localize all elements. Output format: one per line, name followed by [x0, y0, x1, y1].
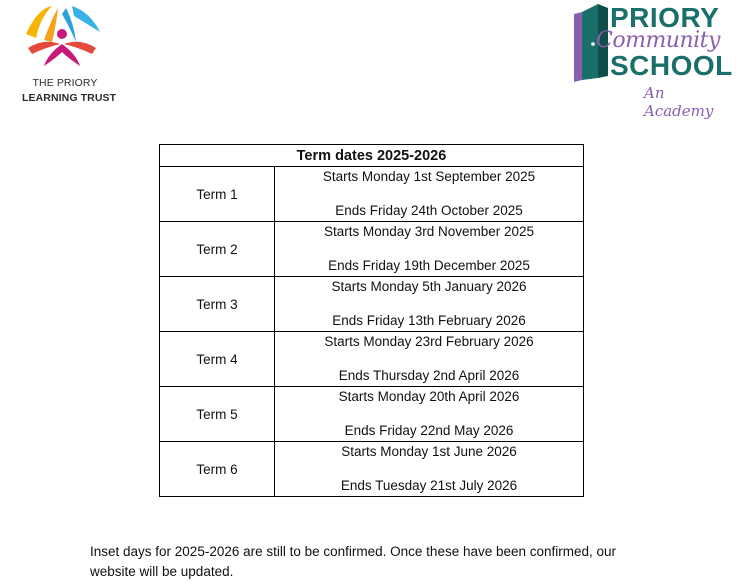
term-end: Ends Tuesday 21st July 2026 [340, 478, 518, 493]
term-end: Ends Thursday 2nd April 2026 [338, 368, 520, 383]
term-label: Term 5 [160, 387, 275, 442]
trust-figures-icon [14, 4, 110, 72]
term-start: Starts Monday 23rd February 2026 [324, 334, 534, 349]
term-start: Starts Monday 1st September 2025 [322, 169, 536, 184]
term-label: Term 4 [160, 332, 275, 387]
term-dates [275, 442, 584, 497]
term-dates [275, 332, 584, 387]
school-name-priory: PRIORY [610, 2, 720, 33]
school-tagline: An Academy [644, 84, 714, 120]
term-start: Starts Monday 1st June 2026 [341, 444, 517, 459]
term-label: Term 3 [160, 277, 275, 332]
trust-name-line1: THE PRIORY [32, 77, 98, 89]
term-dates-table [159, 144, 584, 497]
trust-name-line2: LEARNING TRUST [22, 92, 117, 104]
term-end: Ends Friday 13th February 2026 [332, 313, 526, 328]
term-start: Starts Monday 20th April 2026 [338, 389, 520, 404]
inset-days-note: Inset days for 2025-2026 are still to be confirmed. Once these have been confirmed, our website will be updated. [90, 543, 617, 579]
school-name-school: SCHOOL [610, 50, 733, 81]
term-label: Term 1 [160, 167, 275, 222]
term-dates [275, 387, 584, 442]
term-start: Starts Monday 5th January 2026 [331, 279, 527, 294]
table-row [160, 332, 584, 387]
term-start: Starts Monday 3rd November 2025 [323, 224, 535, 239]
school-name-community: Community [596, 28, 720, 53]
term-end: Ends Friday 24th October 2025 [335, 203, 523, 218]
table-row [160, 387, 584, 442]
term-label: Term 6 [160, 442, 275, 497]
term-dates [275, 222, 584, 277]
table-row [160, 167, 584, 222]
table-title: Term dates 2025-2026 [160, 145, 584, 167]
school-logo [572, 0, 737, 120]
trust-logo [10, 4, 120, 104]
table-row [160, 222, 584, 277]
term-end: Ends Friday 19th December 2025 [328, 258, 530, 273]
table-row [160, 277, 584, 332]
term-label: Term 2 [160, 222, 275, 277]
term-dates [275, 167, 584, 222]
term-dates [275, 277, 584, 332]
trust-name [22, 76, 116, 106]
term-end: Ends Friday 22nd May 2026 [344, 423, 514, 438]
table-row [160, 442, 584, 497]
